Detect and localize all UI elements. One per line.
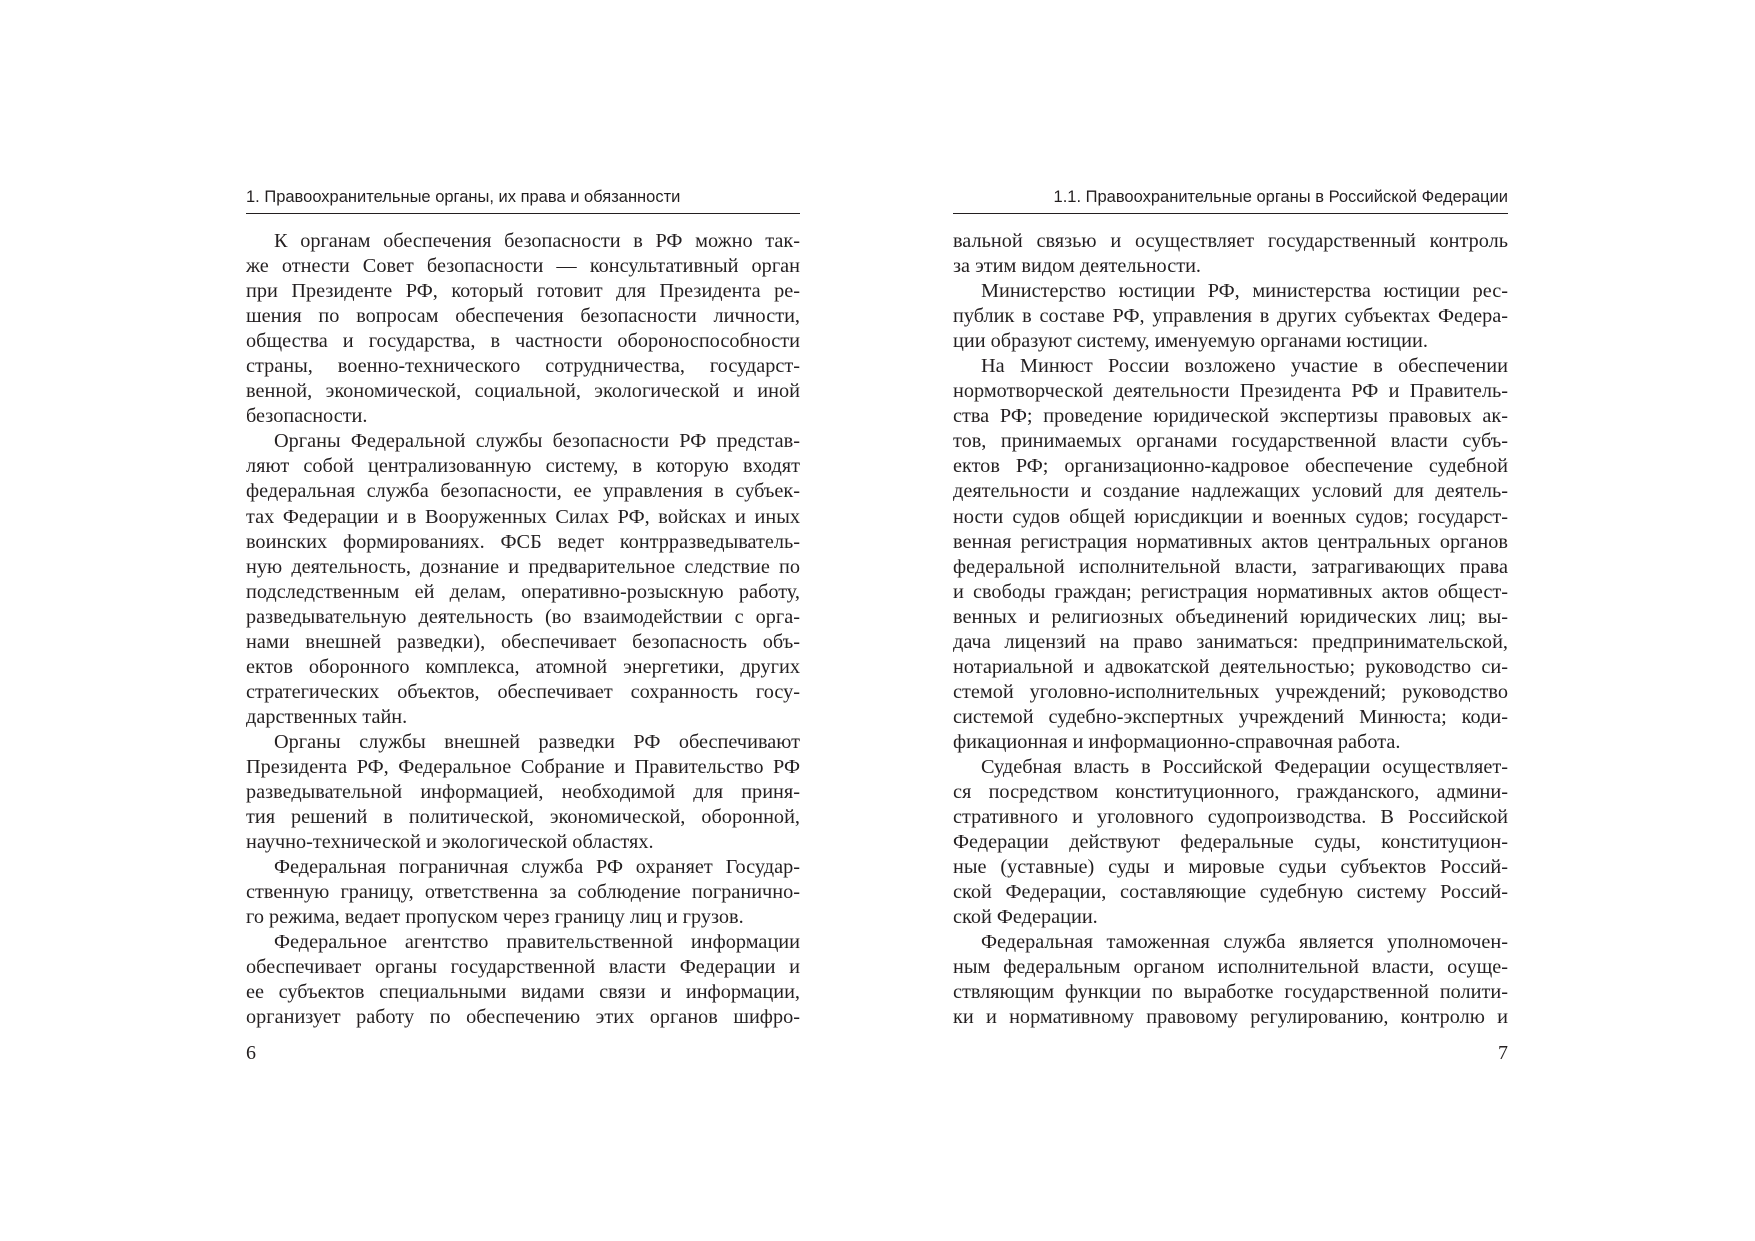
text-line: ные (уставные) суды и мировые судьи субъектов Россий-: [953, 856, 1508, 879]
page-number: 7: [1498, 1042, 1508, 1064]
text-line: Судебная власть в Российской Федерации осуществляет-: [981, 755, 1508, 778]
text-line: воинских формированиях. ФСБ ведет контрразведыватель-: [246, 530, 800, 553]
text-line: ным федеральным органом исполнительной власти, осуще-: [953, 956, 1508, 979]
text-line: дача лицензий на право заниматься: предпринимательской,: [953, 630, 1508, 653]
text-line: венной, экономической, социальной, экологической и иной: [246, 380, 800, 403]
text-line: фикационная и информационно-справочная работа.: [953, 730, 1401, 753]
text-line: же отнести Совет безопасности — консультативный орган: [246, 255, 800, 278]
paragraph: [953, 930, 1508, 1030]
running-head: 1. Правоохранительные органы, их права и обязанности: [246, 188, 681, 206]
text-line: ектов оборонного комплекса, атомной энергетики, других: [246, 655, 800, 678]
text-line: научно-технической и экологической областях.: [246, 831, 654, 854]
text-line: ляют собой централизованную систему, в которую входят: [246, 455, 800, 478]
text-line: стратегических объектов, обеспечивает сохранность госу-: [246, 680, 800, 703]
paragraph: [953, 755, 1508, 930]
text-line: вальной связью и осуществляет государственный контроль: [953, 230, 1508, 252]
paragraph: [246, 730, 800, 855]
text-line: шения по вопросам обеспечения безопасности личности,: [246, 305, 800, 328]
text-line: и свободы граждан; регистрация нормативных актов общест-: [953, 580, 1508, 603]
text-line: безопасности.: [246, 405, 368, 428]
text-line: ственную границу, ответственна за соблюдение погранично-: [246, 881, 800, 904]
text-line: Органы Федеральной службы безопасности РФ представ-: [274, 430, 800, 453]
text-line: го режима, ведает пропуском через границу лиц и грузов.: [246, 906, 744, 929]
header-rule: [953, 213, 1508, 214]
paragraph: [953, 354, 1508, 755]
text-line: ства РФ; проведение юридической экспертизы правовых ак-: [953, 405, 1508, 428]
text-line: деятельности и создание надлежащих условий для деятель-: [953, 480, 1508, 503]
text-line: ки и нормативному правовому регулированию, контролю и: [953, 1006, 1508, 1029]
text-line: ствляющим функции по выработке государственной полити-: [953, 981, 1508, 1004]
paragraph: [953, 229, 1508, 279]
paragraph: [246, 930, 800, 1030]
text-line: Президента РФ, Федеральное Собрание и Правительство РФ: [246, 755, 800, 778]
paragraph: [953, 279, 1508, 354]
text-line: при Президенте РФ, который готовит для Президента ре-: [246, 280, 800, 303]
text-line: дарственных тайн.: [246, 705, 408, 728]
text-line: Федерации действуют федеральные суды, конституцион-: [953, 831, 1508, 854]
text-line: организует работу по обеспечению этих органов шифро-: [246, 1006, 800, 1029]
text-line: подследственным ей делам, оперативно-розыскную работу,: [246, 580, 800, 603]
text-line: тах Федерации и в Вооруженных Силах РФ, войсках и иных: [246, 505, 800, 528]
text-line: стемой уголовно-исполнительных учреждений; руководство: [953, 680, 1508, 703]
text-line: Федеральная таможенная служба является уполномочен-: [981, 931, 1508, 954]
paragraph: [246, 229, 800, 429]
text-line: Федеральное агентство правительственной информации: [274, 931, 800, 954]
text-line: тия решений в политической, экономической, оборонной,: [246, 806, 800, 829]
text-line: венных и религиозных объединений юридических лиц; вы-: [953, 605, 1508, 628]
text-line: нормотворческой деятельности Президента РФ и Правитель-: [953, 380, 1508, 403]
header-rule: [246, 213, 800, 214]
text-line: обеспечивает органы государственной власти Федерации и: [246, 956, 800, 979]
text-line: ную деятельность, дознание и предварительное следствие по: [246, 555, 800, 578]
text-line: тов, принимаемых органами государственной власти субъ-: [953, 430, 1508, 453]
paragraph: [246, 855, 800, 930]
text-line: федеральная служба безопасности, ее управления в субъек-: [246, 480, 800, 503]
text-line: общества и государства, в частности обороноспособности: [246, 330, 800, 353]
text-line: за этим видом деятельности.: [953, 255, 1201, 278]
text-line: На Минюст России возложено участие в обеспечении: [981, 355, 1508, 378]
text-line: ся посредством конституционного, гражданского, админи-: [953, 781, 1508, 804]
text-line: Министерство юстиции РФ, министерства юстиции рес-: [981, 280, 1508, 303]
text-line: системой судебно-экспертных учреждений Минюста; коди-: [953, 705, 1508, 728]
paragraph: [246, 429, 800, 730]
text-line: федеральной исполнительной власти, затрагивающих права: [953, 555, 1508, 578]
text-line: ции образуют систему, именуемую органами юстиции.: [953, 330, 1428, 353]
page-number: 6: [246, 1042, 256, 1064]
text-line: Органы службы внешней разведки РФ обеспечивают: [274, 730, 800, 753]
text-line: страны, военно-технического сотрудничества, государст-: [246, 355, 800, 378]
text-line: стративного и уголовного судопроизводства. В Российской: [953, 806, 1508, 829]
text-line: разведывательную деятельность (во взаимодействии с орга-: [246, 605, 800, 628]
body-text: [246, 229, 800, 1031]
text-line: Федеральная пограничная служба РФ охраняет Государ-: [274, 856, 800, 879]
text-line: разведывательной информацией, необходимой для приня-: [246, 781, 800, 804]
text-line: ской Федерации.: [953, 906, 1098, 929]
text-line: нами внешней разведки), обеспечивает безопасность объ-: [246, 630, 800, 653]
text-line: ской Федерации, составляющие судебную систему Россий-: [953, 881, 1508, 904]
text-line: ности судов общей юрисдикции и военных судов; государст-: [953, 505, 1508, 528]
running-head: 1.1. Правоохранительные органы в Российской Федерации: [1053, 188, 1508, 206]
text-line: публик в составе РФ, управления в других субъектах Федера-: [953, 305, 1508, 328]
body-text: [953, 229, 1508, 1031]
text-line: ее субъектов специальными видами связи и информации,: [246, 981, 800, 1004]
text-line: ектов РФ; организационно-кадровое обеспечение судебной: [953, 455, 1508, 478]
text-line: венная регистрация нормативных актов центральных органов: [953, 530, 1508, 553]
text-line: К органам обеспечения безопасности в РФ можно так-: [274, 230, 800, 252]
text-line: нотариальной и адвокатской деятельностью; руководство си-: [953, 655, 1508, 678]
